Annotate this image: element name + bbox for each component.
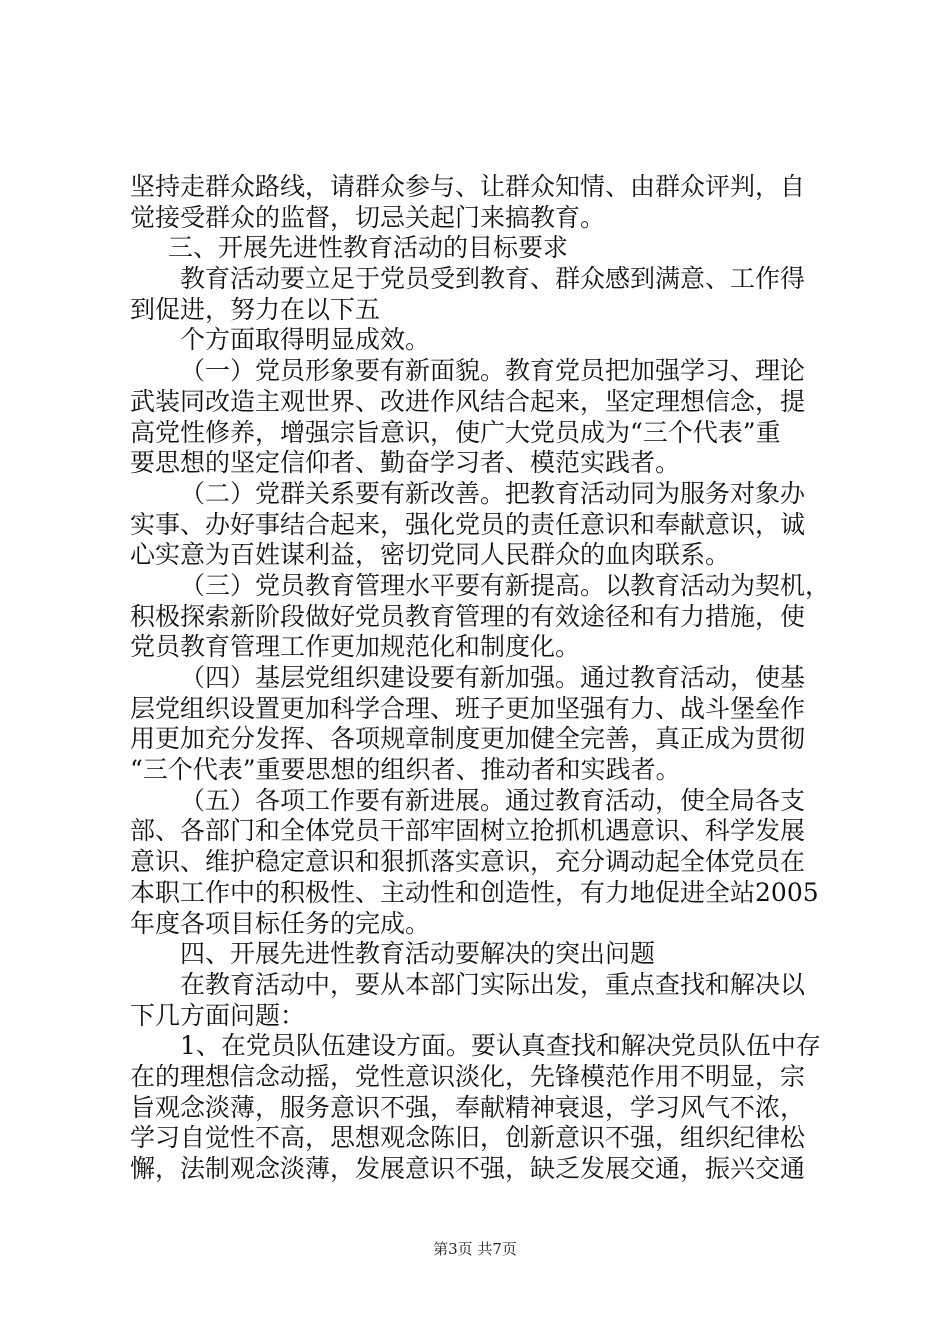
- text-line: 四、开展先进性教育活动要解决的突出问题: [180, 939, 656, 969]
- text-line: 觉接受群众的监督，切忌关起门来搞教育。: [130, 202, 606, 232]
- text-line: 心实意为百姓谋利益，密切党同人民群众的血肉联系。: [130, 540, 731, 570]
- text-line: （五）各项工作要有新进展。通过教育活动，使全局各支: [180, 785, 806, 815]
- text-line: 部、各部门和全体党员干部牢固树立抢抓机遇意识、科学发展: [130, 816, 806, 846]
- text-line: 懈，法制观念淡薄，发展意识不强，缺乏发展交通，振兴交通: [130, 1154, 806, 1183]
- text-line: （二）党群关系要有新改善。把教育活动同为服务对象办: [180, 478, 806, 508]
- text-line: 下几方面问题：: [130, 1000, 306, 1030]
- text-line: （一）党员形象要有新面貌。教育党员把加强学习、理论: [180, 356, 806, 386]
- text-line: “三个代表”重要思想的组织者、推动者和实践者。: [130, 755, 681, 785]
- text-line: （三）党员教育管理水平要有新提高。以教育活动为契机，: [180, 570, 830, 600]
- text-line: 坚持走群众路线，请群众参与、让群众知情、由群众评判，自: [130, 172, 806, 201]
- text-line: 层党组织设置更加科学合理、班子更加坚强有力、战斗堡垒作: [130, 693, 806, 723]
- text-line: 积极探索新阶段做好党员教育管理的有效途径和有力措施，使: [130, 601, 806, 631]
- text-line: 要思想的坚定信仰者、勤奋学习者、模范实践者。: [130, 448, 681, 478]
- text-line: 年度各项目标任务的完成。: [130, 908, 431, 938]
- text-line: 党员教育管理工作更加规范化和制度化。: [130, 632, 581, 662]
- text-line: 旨观念淡薄，服务意识不强，奉献精神衰退，学习风气不浓，: [130, 1092, 806, 1122]
- text-line: （四）基层党组织建设要有新加强。通过教育活动，使基: [180, 663, 806, 692]
- text-line: 武装同改造主观世界、改进作风结合起来，坚定理想信念，提: [130, 386, 806, 416]
- text-line: 在教育活动中，要从本部门实际出发，重点查找和解决以: [180, 969, 806, 999]
- page-footer: 第3页 共7页: [433, 1240, 517, 1258]
- text-line: 意识、维护稳定意识和狠抓落实意识，充分调动起全体党员在: [130, 847, 806, 877]
- text-line: 高党性修养，增强宗旨意识，使广大党员成为“三个代表”重: [130, 417, 781, 447]
- text-line: 用更加充分发挥、各项规章制度更加健全完善，真正成为贯彻: [130, 724, 806, 754]
- text-line: 本职工作中的积极性、主动性和创造性，有力地促进全站2005: [130, 877, 819, 907]
- text-line: 到促进，努力在以下五: [130, 294, 381, 324]
- text-line: 在的理想信念动摇，党性意识淡化，先锋模范作用不明显，宗: [130, 1061, 806, 1091]
- document-body: [130, 172, 830, 1185]
- text-line: 实事、办好事结合起来，强化党员的责任意识和奉献意识，诚: [130, 509, 806, 539]
- text-line: 1、在党员队伍建设方面。要认真查找和解决党员队伍中存: [180, 1031, 821, 1061]
- text-line: 个方面取得明显成效。: [180, 325, 431, 355]
- text-line: 三、开展先进性教育活动的目标要求: [168, 233, 569, 263]
- text-line: 学习自觉性不高，思想观念陈旧，创新意识不强，组织纪律松: [130, 1123, 806, 1153]
- text-line: 教育活动要立足于党员受到教育、群众感到满意、工作得: [180, 264, 806, 294]
